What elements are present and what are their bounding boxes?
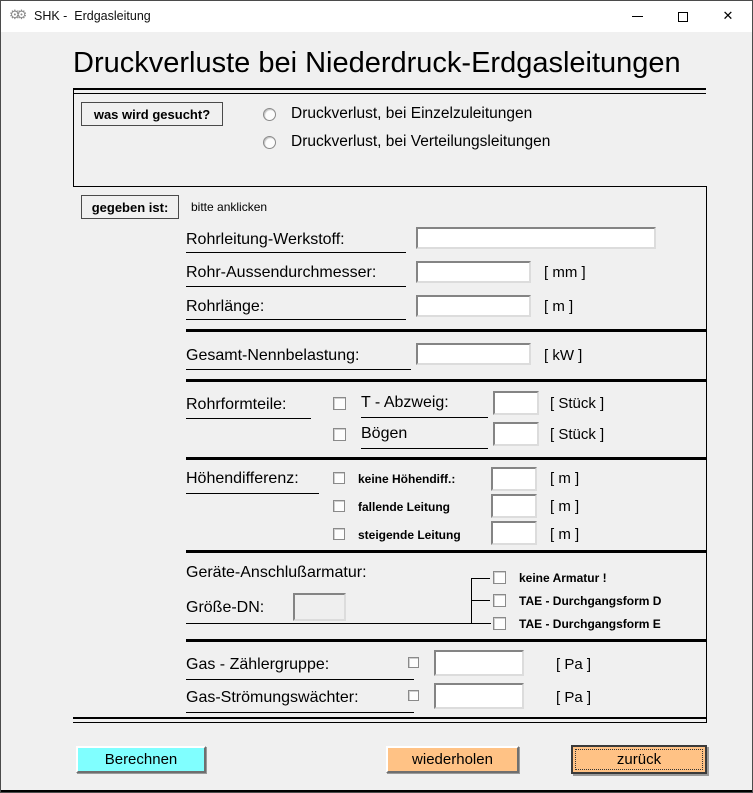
nennbelastung-unit: [ kW ] [544,347,583,364]
window-bottom-border [1,790,753,792]
title-bar [1,1,752,32]
rohrlaenge-unit: [ m ] [544,298,574,315]
was-wird-gesucht-label: was wird gesucht? [81,102,223,126]
aussendurchmesser-label: Rohr-Aussendurchmesser: [186,264,377,281]
steigende-leitung-checkbox[interactable] [333,528,345,540]
boegen-unit: [ Stück ] [550,426,605,443]
separator-line [186,639,706,642]
separator-line [73,186,707,187]
keine-hoehendiff-unit: [ m ] [550,470,580,487]
page-title: Druckverluste bei Niederdruck-Erdgasleitungen [73,47,681,79]
armatur-label: Geräte-Anschlußarmatur: [186,564,367,581]
hoehendifferenz-label: Höhendifferenz: [186,470,299,487]
maximize-icon [678,12,688,22]
underline [186,286,406,287]
steigende-leitung-input[interactable] [491,521,537,545]
separator-line [73,93,706,94]
berechnen-button[interactable]: Berechnen [76,746,206,773]
bracket-line [471,578,490,579]
close-icon: ✕ [722,9,734,24]
minimize-icon [632,16,643,17]
rohrlaenge-input[interactable] [416,295,531,317]
underline [186,319,406,320]
underline [186,252,406,253]
close-button[interactable] [705,1,751,32]
tae-durchgangsform-d-checkbox[interactable] [493,594,506,607]
keine-hoehendiff-label: keine Höhendiff.: [358,472,456,486]
separator-line [186,379,706,382]
boegen-checkbox[interactable] [333,428,346,441]
separator-line [73,88,74,187]
tae-durchgangsform-e-label: TAE - Durchgangsform E [519,617,661,631]
bracket-line [471,600,490,601]
keine-hoehendiff-input[interactable] [491,467,537,491]
separator-line [73,722,706,723]
boegen-label: Bögen [361,425,408,442]
underline [186,712,414,713]
rohrformteile-label: Rohrformteile: [186,396,287,413]
abzweig-checkbox[interactable] [333,397,346,410]
abzweig-input[interactable] [493,391,539,415]
radio-verteilungsleitungen[interactable] [263,136,276,149]
radio-einzelzuleitungen-label[interactable]: Druckverlust, bei Einzelzuleitungen [291,105,533,122]
separator-line [186,457,706,460]
minimize-button[interactable] [614,1,660,32]
nennbelastung-input[interactable] [416,343,531,365]
stroemungswaechter-checkbox[interactable] [408,690,419,701]
fallende-leitung-checkbox[interactable] [333,500,345,512]
separator-line [73,717,706,719]
stroemungswaechter-label: Gas-Strömungswächter: [186,689,359,706]
zaehlergruppe-checkbox[interactable] [408,657,419,668]
boegen-input[interactable] [493,422,539,446]
app-icon: ⚙⚙ [9,8,23,23]
underline [186,418,311,419]
steigende-leitung-label: steigende Leitung [358,528,461,542]
keine-hoehendiff-checkbox[interactable] [333,472,345,484]
maximize-button[interactable] [660,1,706,32]
bracket-line [471,578,472,624]
steigende-leitung-unit: [ m ] [550,526,580,543]
radio-verteilungsleitungen-label[interactable]: Druckverlust, bei Verteilungsleitungen [291,133,551,150]
aussendurchmesser-input[interactable] [416,261,531,283]
bitte-anklicken-hint: bitte anklicken [191,200,268,214]
underline [186,679,414,680]
zurueck-button[interactable]: zurück [571,745,707,774]
underline [186,493,319,494]
zaehlergruppe-unit: [ Pa ] [556,656,592,673]
fallende-leitung-input[interactable] [491,494,537,518]
werkstoff-label: Rohrleitung-Werkstoff: [186,231,345,248]
abzweig-unit: [ Stück ] [550,395,605,412]
keine-armatur-label: keine Armatur ! [519,571,607,585]
wiederholen-button[interactable]: wiederholen [386,746,519,773]
keine-armatur-checkbox[interactable] [493,571,506,584]
rohrlaenge-label: Rohrlänge: [186,298,265,315]
window-title: SHK - Erdgasleitung [34,9,151,23]
tae-durchgangsform-e-checkbox[interactable] [493,617,506,630]
underline [361,417,488,418]
zaehlergruppe-label: Gas - Zählergruppe: [186,656,330,673]
stroemungswaechter-input[interactable] [434,683,524,709]
radio-einzelzuleitungen[interactable] [263,108,276,121]
tae-durchgangsform-d-label: TAE - Durchgangsform D [519,594,662,608]
separator-line [73,88,706,90]
aussendurchmesser-unit: [ mm ] [544,264,586,281]
groesse-dn-label: Größe-DN: [186,599,265,616]
zaehlergruppe-input[interactable] [434,650,524,676]
werkstoff-input[interactable] [416,227,656,249]
underline [186,623,491,624]
separator-line [186,329,706,332]
fallende-leitung-label: fallende Leitung [358,500,451,514]
gegeben-ist-label: gegeben ist: [81,195,179,219]
separator-line [186,550,706,553]
stroemungswaechter-unit: [ Pa ] [556,689,592,706]
separator-line [706,186,707,723]
groesse-dn-input[interactable] [293,593,346,621]
underline [186,369,411,370]
underline [361,448,488,449]
abzweig-label: T - Abzweig: [361,394,449,411]
fallende-leitung-unit: [ m ] [550,498,580,515]
nennbelastung-label: Gesamt-Nennbelastung: [186,347,360,364]
